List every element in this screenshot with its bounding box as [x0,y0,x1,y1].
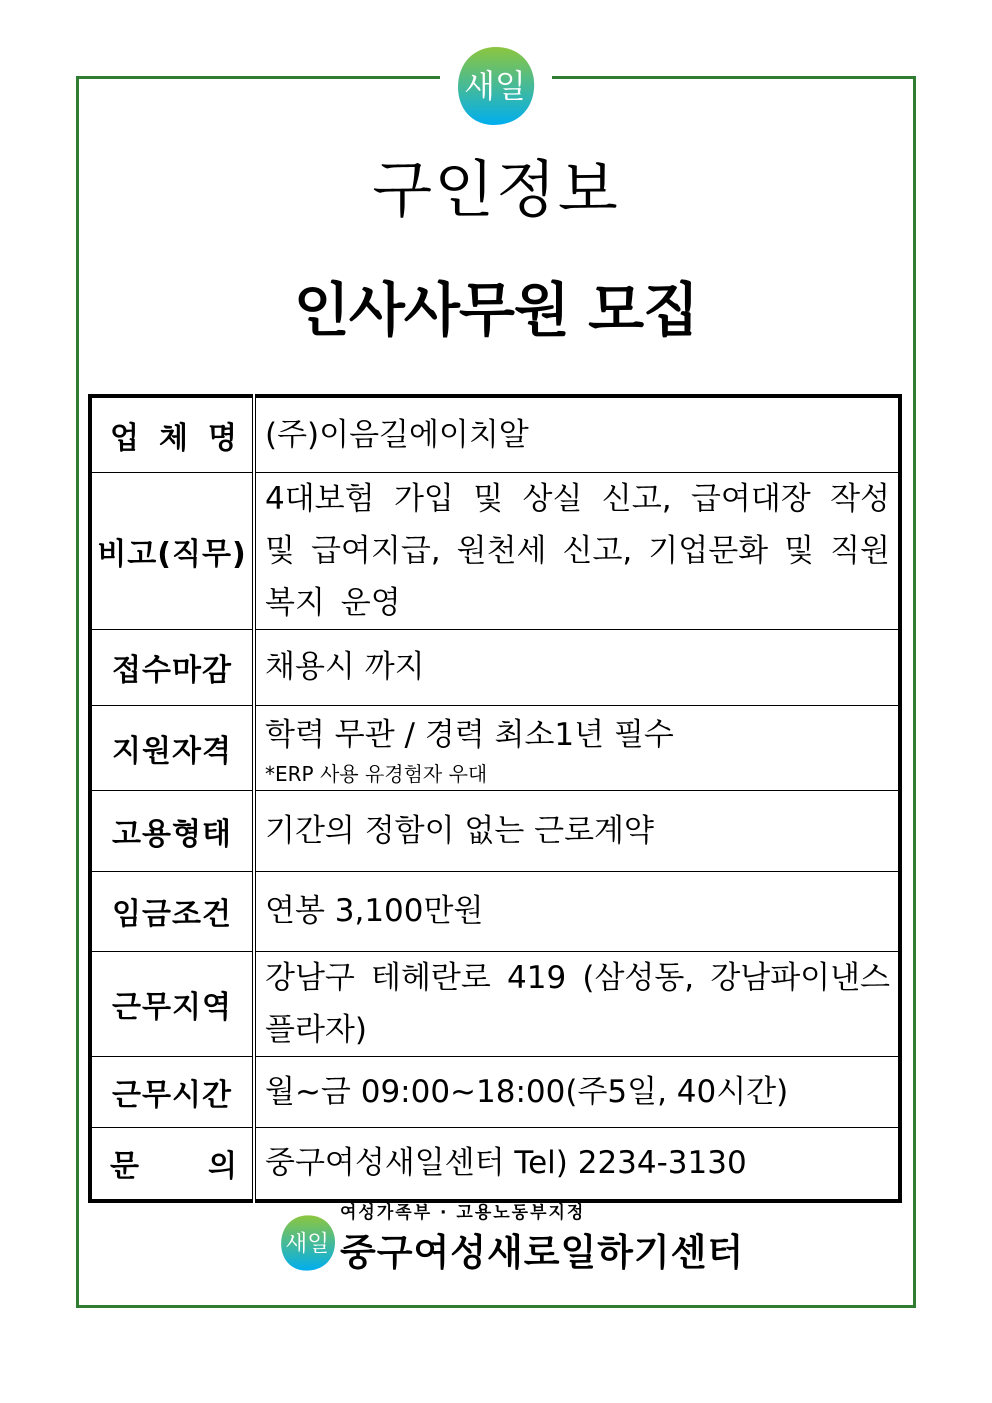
table-row [90,951,900,1056]
job-info-table [88,394,902,1203]
row-value-salary: 연봉 3,100만원 [254,871,900,951]
table-row [90,1127,900,1201]
row-label-salary: 임금조건 [90,871,254,951]
table-row [90,1056,900,1127]
footer-logo-text: 새일 [285,1230,330,1257]
row-value-duties: 4대보험 가입 및 상실 신고, 급여대장 작성 및 급여지급, 원천세 신고, 기업문화 및 직원 복지 운영 [254,472,900,629]
row-label-location: 근무지역 [90,951,254,1056]
table-row [90,705,900,790]
row-value-employment-type: 기간의 정함이 없는 근로계약 [254,790,900,871]
footer-center-name: 중구여성새로일하기센터 [340,1231,745,1274]
row-label-employment-type: 고용형태 [90,790,254,871]
table-row [90,871,900,951]
qualification-note: *ERP 사용 유경험자 우대 [265,761,488,786]
row-label-duties: 비고(직무) [90,472,254,629]
page-subtitle: 구인정보 [372,153,620,226]
footer-ministry: 여성가족부 · 고용노동부지정 [340,1203,586,1223]
row-label-hours: 근무시간 [90,1056,254,1127]
row-value-contact: 중구여성새일센터 Tel) 2234-3130 [254,1127,900,1201]
row-value-company: (주)이음길에이치알 [254,396,900,472]
saeil-logo-top [440,44,552,128]
page-title: 인사사무원 모집 [293,276,699,344]
row-value-location: 강남구 테헤란로 419 (삼성동, 강남파이낸스 플라자) [254,951,900,1056]
row-label-contact: 문 의 [90,1127,254,1201]
qualification-text: 학력 무관 / 경력 최소1년 필수 [265,716,674,753]
row-label-company: 업 체 명 [90,396,254,472]
table-row [90,629,900,705]
row-label-deadline: 접수마감 [90,629,254,705]
logo-text: 새일 [464,67,526,105]
row-label-qualification: 지원자격 [90,705,254,790]
row-value-deadline: 채용시 까지 [254,629,900,705]
saeil-logo-footer [278,1214,338,1276]
table-row [90,790,900,871]
row-value-hours: 월~금 09:00~18:00(주5일, 40시간) [254,1056,900,1127]
table-row [90,396,900,472]
row-value-qualification [254,705,900,790]
table-row [90,472,900,629]
